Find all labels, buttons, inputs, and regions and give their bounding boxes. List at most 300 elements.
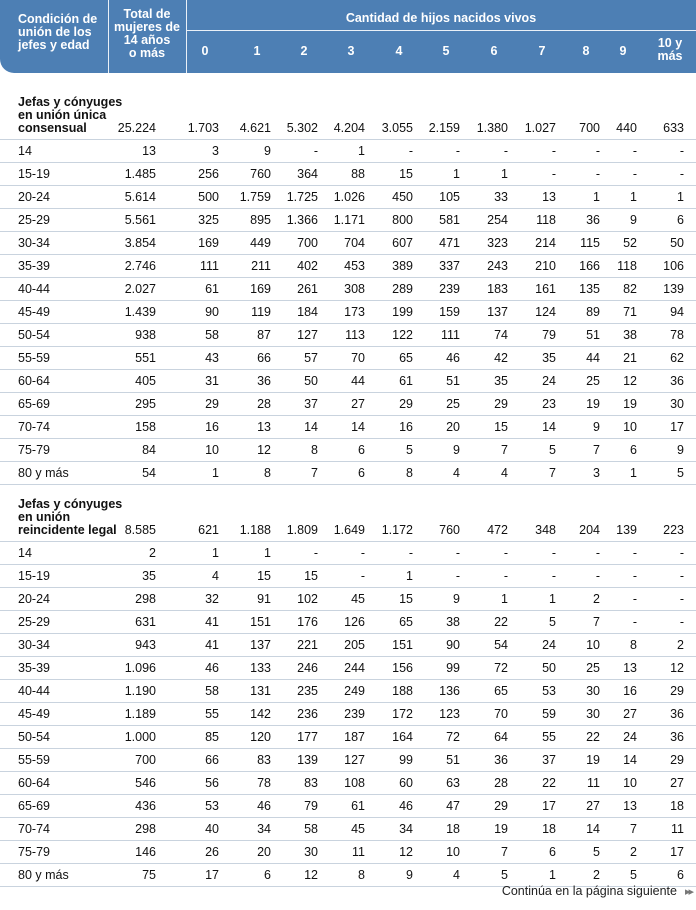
count-cell: 87 xyxy=(257,328,271,342)
table-row xyxy=(0,393,696,416)
count-cell: 12 xyxy=(670,661,684,675)
group-value: 440 xyxy=(616,121,637,135)
count-cell: 79 xyxy=(304,799,318,813)
total-cell: 1.485 xyxy=(124,167,156,181)
count-cell: 607 xyxy=(392,236,413,250)
count-cell: 30 xyxy=(670,397,684,411)
age-cell: 35-39 xyxy=(18,259,50,273)
count-cell: - xyxy=(632,569,637,583)
count-cell: 102 xyxy=(297,592,318,606)
age-cell: 50-54 xyxy=(18,328,50,342)
count-cell: 12 xyxy=(304,868,318,882)
count-cell: 1 xyxy=(549,592,556,606)
age-cell: 65-69 xyxy=(18,397,50,411)
count-cell: 1 xyxy=(453,167,460,181)
count-cell: 402 xyxy=(297,259,318,273)
count-cell: 15 xyxy=(257,569,271,583)
count-cell: 254 xyxy=(487,213,508,227)
count-cell: 13 xyxy=(542,190,556,204)
total-cell: 298 xyxy=(135,822,156,836)
count-cell: 99 xyxy=(399,753,413,767)
count-cell: 139 xyxy=(663,282,684,296)
count-cell: 29 xyxy=(399,397,413,411)
count-cell: 34 xyxy=(257,822,271,836)
count-cell: 18 xyxy=(542,822,556,836)
count-cell: 30 xyxy=(586,707,600,721)
count-cell: 169 xyxy=(198,236,219,250)
count-cell: 23 xyxy=(542,397,556,411)
count-cell: 34 xyxy=(399,822,413,836)
table-row xyxy=(0,841,696,864)
count-cell: 36 xyxy=(670,730,684,744)
total-cell: 700 xyxy=(135,753,156,767)
table-row xyxy=(0,232,696,255)
count-cell: 36 xyxy=(586,213,600,227)
group-value: 1.027 xyxy=(524,121,556,135)
count-cell: 79 xyxy=(542,328,556,342)
count-cell: 53 xyxy=(205,799,219,813)
count-cell: 2 xyxy=(593,592,600,606)
count-cell: 2 xyxy=(630,845,637,859)
count-cell: 6 xyxy=(358,443,365,457)
count-cell: 9 xyxy=(677,443,684,457)
count-cell: 7 xyxy=(593,615,600,629)
count-cell: - xyxy=(551,144,556,158)
count-cell: 36 xyxy=(670,374,684,388)
count-cell: 108 xyxy=(344,776,365,790)
count-cell: 1 xyxy=(501,167,508,181)
count-cell: 500 xyxy=(198,190,219,204)
total-cell: 84 xyxy=(142,443,156,457)
count-cell: 1.725 xyxy=(286,190,318,204)
total-cell: 1.439 xyxy=(124,305,156,319)
count-cell: - xyxy=(679,592,684,606)
group-value: 5.302 xyxy=(286,121,318,135)
count-cell: 70 xyxy=(494,707,508,721)
header-total: Total de mujeres de 14 años o más xyxy=(113,7,180,60)
age-cell: 20-24 xyxy=(18,592,50,606)
count-cell: 61 xyxy=(399,374,413,388)
count-cell: 169 xyxy=(250,282,271,296)
total-cell: 54 xyxy=(142,466,156,480)
age-cell: 30-34 xyxy=(18,638,50,652)
table-row xyxy=(0,255,696,278)
table-row xyxy=(0,324,696,347)
count-cell: 46 xyxy=(205,661,219,675)
count-cell: 9 xyxy=(453,443,460,457)
count-cell: 55 xyxy=(205,707,219,721)
total-cell: 2 xyxy=(149,546,156,560)
count-cell: 27 xyxy=(670,776,684,790)
count-cell: 323 xyxy=(487,236,508,250)
count-cell: - xyxy=(313,546,318,560)
count-cell: 8 xyxy=(406,466,413,480)
count-cell: 6 xyxy=(264,868,271,882)
count-cell: 5 xyxy=(549,443,556,457)
count-cell: 139 xyxy=(297,753,318,767)
count-cell: 124 xyxy=(535,305,556,319)
count-cell: 18 xyxy=(446,822,460,836)
count-cell: 18 xyxy=(670,799,684,813)
count-cell: 246 xyxy=(297,661,318,675)
count-cell: 51 xyxy=(446,753,460,767)
count-cell: 17 xyxy=(670,420,684,434)
count-cell: 126 xyxy=(344,615,365,629)
count-cell: - xyxy=(595,167,600,181)
count-cell: - xyxy=(632,592,637,606)
total-cell: 2.027 xyxy=(124,282,156,296)
count-cell: 16 xyxy=(623,684,637,698)
count-cell: 235 xyxy=(297,684,318,698)
count-cell: 10 xyxy=(446,845,460,859)
table-row xyxy=(0,818,696,841)
table-row xyxy=(0,209,696,232)
count-cell: 1 xyxy=(264,546,271,560)
count-cell: 24 xyxy=(623,730,637,744)
count-cell: 1 xyxy=(593,190,600,204)
group-value: 472 xyxy=(487,523,508,537)
count-cell: 8 xyxy=(311,443,318,457)
count-cell: 37 xyxy=(542,753,556,767)
count-cell: 15 xyxy=(304,569,318,583)
double-chevron-right-icon: ▸▸ xyxy=(684,886,692,898)
count-cell: 57 xyxy=(304,351,318,365)
continuation-text: Continúa en la página siguiente xyxy=(501,884,677,898)
age-cell: 30-34 xyxy=(18,236,50,250)
count-cell: 211 xyxy=(251,259,271,273)
count-cell: 9 xyxy=(264,144,271,158)
count-cell: 11 xyxy=(671,822,684,836)
total-cell: 1.189 xyxy=(124,707,156,721)
count-cell: 151 xyxy=(392,638,413,652)
group-value: 1.703 xyxy=(187,121,219,135)
count-cell: 36 xyxy=(670,707,684,721)
age-cell: 75-79 xyxy=(18,443,50,457)
header-children-5: 5 xyxy=(442,44,450,58)
count-cell: 58 xyxy=(205,328,219,342)
count-cell: 115 xyxy=(580,236,600,250)
count-cell: 27 xyxy=(351,397,365,411)
age-cell: 35-39 xyxy=(18,661,50,675)
count-cell: 35 xyxy=(542,351,556,365)
count-cell: 90 xyxy=(205,305,219,319)
count-cell: 3 xyxy=(593,466,600,480)
count-cell: 46 xyxy=(257,799,271,813)
count-cell: 12 xyxy=(623,374,637,388)
table-row xyxy=(0,163,696,186)
total-cell: 1.096 xyxy=(124,661,156,675)
count-cell: 5 xyxy=(630,868,637,882)
count-cell: 210 xyxy=(535,259,556,273)
count-cell: 6 xyxy=(630,443,637,457)
age-cell: 80 y más xyxy=(18,868,69,882)
count-cell: 91 xyxy=(257,592,271,606)
count-cell: 42 xyxy=(494,351,508,365)
count-cell: 99 xyxy=(446,661,460,675)
count-cell: 19 xyxy=(586,397,600,411)
count-cell: - xyxy=(360,546,365,560)
count-cell: 44 xyxy=(351,374,365,388)
count-cell: 9 xyxy=(453,592,460,606)
count-cell: - xyxy=(503,144,508,158)
count-cell: 27 xyxy=(586,799,600,813)
count-cell: 1.759 xyxy=(239,190,271,204)
count-cell: 156 xyxy=(392,661,413,675)
count-cell: 19 xyxy=(586,753,600,767)
count-cell: 24 xyxy=(542,374,556,388)
total-cell: 35 xyxy=(142,569,156,583)
count-cell: 50 xyxy=(542,661,556,675)
group-value: 700 xyxy=(579,121,600,135)
table-row xyxy=(0,611,696,634)
count-cell: 137 xyxy=(250,638,271,652)
group-value: 1.649 xyxy=(333,523,365,537)
age-cell: 15-19 xyxy=(18,569,50,583)
table-row xyxy=(0,634,696,657)
count-cell: 50 xyxy=(304,374,318,388)
count-cell: 71 xyxy=(623,305,637,319)
count-cell: 11 xyxy=(587,776,600,790)
count-cell: 65 xyxy=(494,684,508,698)
count-cell: 700 xyxy=(297,236,318,250)
table-row xyxy=(0,772,696,795)
count-cell: 82 xyxy=(623,282,637,296)
count-cell: - xyxy=(679,546,684,560)
count-cell: 177 xyxy=(297,730,318,744)
count-cell: 581 xyxy=(439,213,460,227)
age-cell: 80 y más xyxy=(18,466,69,480)
count-cell: 44 xyxy=(586,351,600,365)
count-cell: 188 xyxy=(392,684,413,698)
count-cell: 33 xyxy=(494,190,508,204)
count-cell: 16 xyxy=(399,420,413,434)
count-cell: 453 xyxy=(344,259,365,273)
count-cell: 14 xyxy=(623,753,637,767)
count-cell: 29 xyxy=(670,753,684,767)
count-cell: 66 xyxy=(205,753,219,767)
count-cell: 9 xyxy=(406,868,413,882)
count-cell: 151 xyxy=(250,615,271,629)
count-cell: 29 xyxy=(494,799,508,813)
count-cell: 78 xyxy=(670,328,684,342)
count-cell: 56 xyxy=(205,776,219,790)
count-cell: 29 xyxy=(670,684,684,698)
count-cell: 26 xyxy=(205,845,219,859)
age-cell: 60-64 xyxy=(18,776,50,790)
count-cell: 1 xyxy=(677,190,684,204)
table-row xyxy=(0,347,696,370)
group-total: 8.585 xyxy=(124,523,156,537)
age-cell: 40-44 xyxy=(18,282,50,296)
count-cell: 15 xyxy=(494,420,508,434)
count-cell: 7 xyxy=(549,466,556,480)
count-cell: - xyxy=(632,546,637,560)
count-cell: 5 xyxy=(406,443,413,457)
count-cell: - xyxy=(313,144,318,158)
age-cell: 25-29 xyxy=(18,213,50,227)
header-children-3: 3 xyxy=(347,44,355,58)
count-cell: 1.026 xyxy=(333,190,365,204)
count-cell: 364 xyxy=(297,167,318,181)
count-cell: 29 xyxy=(494,397,508,411)
count-cell: 62 xyxy=(670,351,684,365)
table-row xyxy=(0,680,696,703)
count-cell: 58 xyxy=(304,822,318,836)
table-row xyxy=(0,462,696,485)
count-cell: 25 xyxy=(586,661,600,675)
count-cell: 19 xyxy=(623,397,637,411)
count-cell: 55 xyxy=(542,730,556,744)
count-cell: - xyxy=(632,167,637,181)
count-cell: - xyxy=(595,569,600,583)
count-cell: 111 xyxy=(199,259,219,273)
count-cell: 261 xyxy=(297,282,318,296)
count-cell: 10 xyxy=(586,638,600,652)
total-cell: 5.561 xyxy=(124,213,156,227)
count-cell: 6 xyxy=(677,213,684,227)
count-cell: 83 xyxy=(257,753,271,767)
header-children-group: Cantidad de hijos nacidos vivos xyxy=(345,11,537,25)
count-cell: 800 xyxy=(392,213,413,227)
count-cell: 47 xyxy=(446,799,460,813)
count-cell: 6 xyxy=(549,845,556,859)
count-cell: 17 xyxy=(205,868,219,882)
header-condition: Condición de unión de los jefes y edad xyxy=(18,12,98,52)
count-cell: 32 xyxy=(205,592,219,606)
total-cell: 298 xyxy=(135,592,156,606)
group-value: 2.159 xyxy=(428,121,460,135)
group-value: 3.055 xyxy=(381,121,413,135)
count-cell: 45 xyxy=(351,592,365,606)
count-cell: 161 xyxy=(535,282,556,296)
count-cell: 12 xyxy=(399,845,413,859)
count-cell: 46 xyxy=(446,351,460,365)
count-cell: 30 xyxy=(586,684,600,698)
count-cell: - xyxy=(408,144,413,158)
count-cell: - xyxy=(679,167,684,181)
count-cell: 184 xyxy=(297,305,318,319)
count-cell: 159 xyxy=(439,305,460,319)
header-children-7: 7 xyxy=(538,44,546,58)
count-cell: - xyxy=(360,569,365,583)
count-cell: 25 xyxy=(586,374,600,388)
table-row xyxy=(0,301,696,324)
count-cell: 70 xyxy=(351,351,365,365)
total-cell: 943 xyxy=(135,638,156,652)
group-value: 204 xyxy=(579,523,600,537)
table-row xyxy=(0,795,696,818)
total-cell: 13 xyxy=(142,144,156,158)
count-cell: 10 xyxy=(205,443,219,457)
count-cell: 24 xyxy=(542,638,556,652)
count-cell: 7 xyxy=(593,443,600,457)
count-cell: 183 xyxy=(487,282,508,296)
count-cell: 337 xyxy=(439,259,460,273)
group-value: 4.204 xyxy=(333,121,365,135)
count-cell: 22 xyxy=(586,730,600,744)
count-cell: 54 xyxy=(494,638,508,652)
count-cell: 15 xyxy=(399,592,413,606)
count-cell: 65 xyxy=(399,351,413,365)
count-cell: 123 xyxy=(439,707,460,721)
count-cell: 244 xyxy=(344,661,365,675)
count-cell: 15 xyxy=(399,167,413,181)
age-cell: 15-19 xyxy=(18,167,50,181)
count-cell: 41 xyxy=(205,615,219,629)
count-cell: 61 xyxy=(205,282,219,296)
group-title: Jefas y cónyuges en unión reincidente legal xyxy=(18,497,123,537)
total-cell: 551 xyxy=(135,351,156,365)
count-cell: 88 xyxy=(351,167,365,181)
count-cell: 105 xyxy=(439,190,460,204)
count-cell: 205 xyxy=(344,638,365,652)
count-cell: 13 xyxy=(623,799,637,813)
count-cell: 113 xyxy=(345,328,365,342)
count-cell: - xyxy=(595,546,600,560)
count-cell: 142 xyxy=(250,707,271,721)
count-cell: 8 xyxy=(358,868,365,882)
age-cell: 20-24 xyxy=(18,190,50,204)
count-cell: 25 xyxy=(446,397,460,411)
count-cell: 22 xyxy=(494,615,508,629)
count-cell: 43 xyxy=(205,351,219,365)
total-cell: 1.000 xyxy=(124,730,156,744)
count-cell: 704 xyxy=(344,236,365,250)
table-row xyxy=(0,588,696,611)
group-value: 348 xyxy=(535,523,556,537)
count-cell: 895 xyxy=(250,213,271,227)
count-cell: 236 xyxy=(297,707,318,721)
continuation-note[interactable] xyxy=(502,884,692,898)
count-cell: 52 xyxy=(623,236,637,250)
total-cell: 631 xyxy=(135,615,156,629)
count-cell: 176 xyxy=(297,615,318,629)
count-cell: 63 xyxy=(446,776,460,790)
count-cell: 118 xyxy=(536,213,556,227)
count-cell: 17 xyxy=(542,799,556,813)
count-cell: 53 xyxy=(542,684,556,698)
total-cell: 75 xyxy=(142,868,156,882)
count-cell: 94 xyxy=(670,305,684,319)
count-cell: 221 xyxy=(297,638,318,652)
group-value: 1.172 xyxy=(381,523,413,537)
count-cell: 120 xyxy=(250,730,271,744)
count-cell: 40 xyxy=(205,822,219,836)
table-row xyxy=(0,703,696,726)
count-cell: 59 xyxy=(542,707,556,721)
count-cell: 14 xyxy=(586,822,600,836)
count-cell: 308 xyxy=(344,282,365,296)
count-cell: 38 xyxy=(446,615,460,629)
count-cell: 173 xyxy=(344,305,365,319)
count-cell: - xyxy=(503,569,508,583)
count-cell: 20 xyxy=(446,420,460,434)
table-row xyxy=(0,416,696,439)
count-cell: 1 xyxy=(212,546,219,560)
count-cell: 7 xyxy=(501,443,508,457)
count-cell: 471 xyxy=(439,236,460,250)
count-cell: 21 xyxy=(623,351,637,365)
count-cell: 9 xyxy=(593,420,600,434)
count-cell: 4 xyxy=(453,868,460,882)
total-cell: 2.746 xyxy=(124,259,156,273)
count-cell: 1 xyxy=(212,466,219,480)
count-cell: 27 xyxy=(623,707,637,721)
count-cell: 6 xyxy=(358,466,365,480)
count-cell: 4 xyxy=(212,569,219,583)
table-row xyxy=(0,186,696,209)
count-cell: 5 xyxy=(677,466,684,480)
